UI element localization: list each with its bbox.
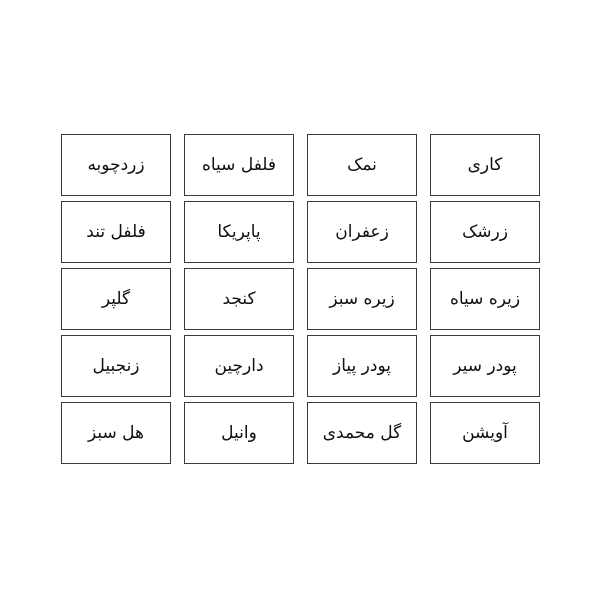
spice-label-card bbox=[307, 201, 417, 263]
spice-label-text: فلفل تند bbox=[86, 222, 146, 242]
spice-label-card bbox=[430, 134, 540, 196]
spice-label-card bbox=[61, 134, 171, 196]
spice-label-text: زیره سبز bbox=[329, 289, 395, 309]
spice-label-card bbox=[430, 201, 540, 263]
spice-label-card bbox=[307, 134, 417, 196]
spice-label-text: پودر پیاز bbox=[333, 356, 391, 376]
spice-label-card bbox=[184, 402, 294, 464]
spice-label-card bbox=[307, 268, 417, 330]
spice-label-card bbox=[61, 335, 171, 397]
spice-label-text: هل سبز bbox=[88, 423, 144, 443]
spice-label-card bbox=[307, 335, 417, 397]
spice-label-text: پاپریکا bbox=[217, 222, 261, 242]
spice-label-card bbox=[430, 335, 540, 397]
spice-label-card bbox=[430, 402, 540, 464]
spice-label-text: زردچوبه bbox=[87, 155, 145, 175]
spice-label-text: آویشن bbox=[462, 423, 508, 443]
spice-label-card bbox=[307, 402, 417, 464]
spice-label-text: گلپر bbox=[101, 289, 131, 309]
spice-label-card bbox=[430, 268, 540, 330]
spice-label-text: فلفل سیاه bbox=[201, 155, 277, 175]
spice-label-text: زنجبیل bbox=[92, 356, 140, 376]
spice-label-card bbox=[184, 201, 294, 263]
spice-label-text: کاری bbox=[467, 155, 503, 175]
spice-label-card bbox=[61, 268, 171, 330]
spice-label-text: زرشک bbox=[462, 222, 508, 242]
spice-label-card bbox=[184, 268, 294, 330]
spice-label-text: زعفران bbox=[335, 222, 389, 242]
spice-label-card bbox=[61, 402, 171, 464]
spice-label-card bbox=[184, 134, 294, 196]
spice-label-text: پودر سیر bbox=[453, 356, 517, 376]
spice-label-text: دارچین bbox=[214, 356, 264, 376]
spice-label-text: نمک bbox=[347, 155, 377, 175]
spice-label-text: کنجد bbox=[222, 289, 256, 309]
spice-label-card bbox=[61, 201, 171, 263]
spice-label-text: وانیل bbox=[221, 423, 257, 443]
spice-label-text: زیره سیاه bbox=[449, 289, 521, 309]
spice-label-card bbox=[184, 335, 294, 397]
spice-label-grid bbox=[61, 134, 541, 466]
spice-label-text: گل محمدی bbox=[322, 423, 402, 443]
